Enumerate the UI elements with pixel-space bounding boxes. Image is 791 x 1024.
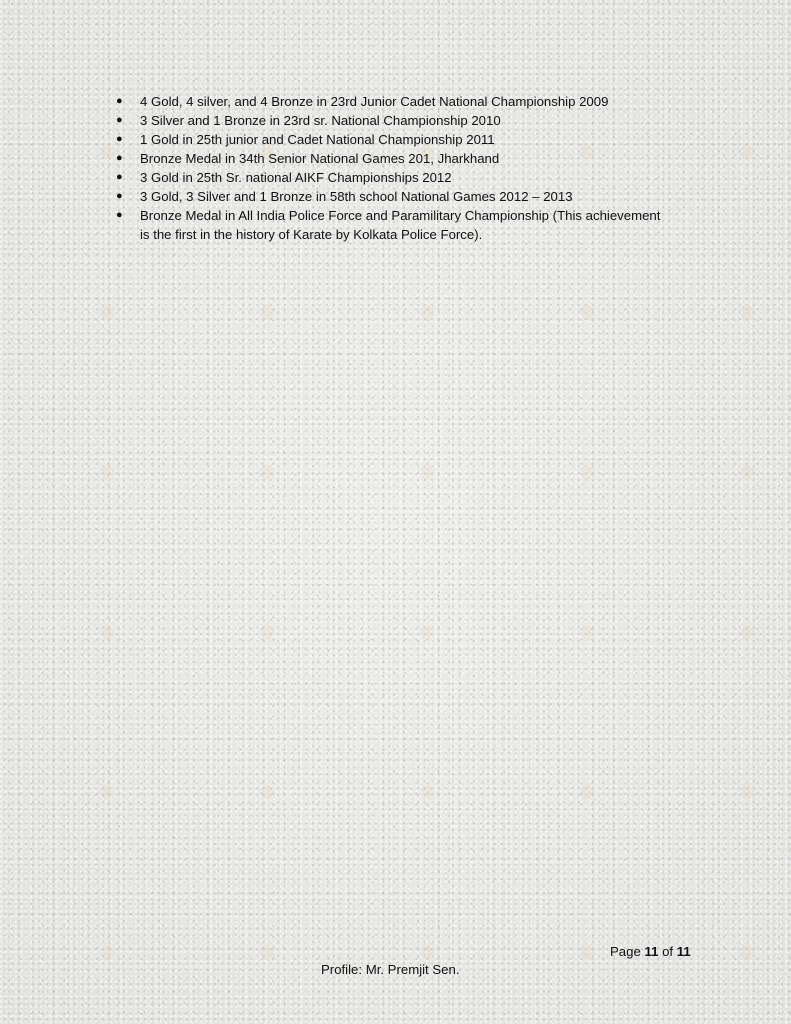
achievements-list	[112, 92, 672, 244]
page-number	[610, 944, 691, 959]
watermark-mark	[100, 625, 114, 639]
bullet-icon: ●	[116, 171, 123, 183]
achievement-text: 4 Gold, 4 silver, and 4 Bronze in 23rd Junior Cadet National Championship 2009	[140, 94, 609, 109]
bullet-icon: ●	[116, 152, 123, 164]
achievement-text: Bronze Medal in All India Police Force and Paramilitary Championship (This achievement is the first in the history of Karate by Kolkata Police Force).	[140, 208, 661, 242]
watermark-mark	[740, 145, 754, 159]
achievement-item	[112, 206, 672, 244]
watermark-mark	[100, 785, 114, 799]
bullet-icon: ●	[116, 133, 123, 145]
watermark-mark	[740, 305, 754, 319]
watermark-mark	[740, 945, 754, 959]
watermark-mark	[100, 945, 114, 959]
watermark-mark	[580, 945, 594, 959]
achievement-text: 1 Gold in 25th junior and Cadet National Championship 2011	[140, 132, 495, 147]
bullet-icon: ●	[116, 95, 123, 107]
page-prefix: Page	[610, 944, 645, 959]
watermark-mark	[580, 465, 594, 479]
watermark-mark	[580, 305, 594, 319]
watermark-mark	[260, 465, 274, 479]
watermark-mark	[420, 625, 434, 639]
watermark-mark	[100, 305, 114, 319]
watermark-mark	[420, 785, 434, 799]
watermark-mark	[740, 785, 754, 799]
bullet-icon: ●	[116, 190, 123, 202]
watermark-mark	[100, 465, 114, 479]
watermark-mark	[580, 625, 594, 639]
page-current: 11	[644, 944, 659, 959]
achievement-text: 3 Gold in 25th Sr. national AIKF Championships 2012	[140, 170, 452, 185]
watermark-mark	[740, 625, 754, 639]
page-total: 11	[676, 944, 691, 959]
achievement-item	[112, 168, 672, 187]
bullet-icon: ●	[116, 209, 123, 221]
achievement-text: Bronze Medal in 34th Senior National Games 201, Jharkhand	[140, 151, 500, 166]
achievement-item	[112, 111, 672, 130]
watermark-mark	[740, 465, 754, 479]
watermark-mark	[260, 785, 274, 799]
achievement-item	[112, 130, 672, 149]
achievement-item	[112, 92, 672, 111]
watermark-mark	[260, 945, 274, 959]
watermark-mark	[420, 945, 434, 959]
watermark-mark	[420, 465, 434, 479]
page-of: of	[658, 944, 677, 959]
watermark-mark	[420, 305, 434, 319]
achievement-text: 3 Silver and 1 Bronze in 23rd sr. National Championship 2010	[140, 113, 501, 128]
achievement-item	[112, 187, 672, 206]
bullet-icon: ●	[116, 114, 123, 126]
watermark-mark	[260, 305, 274, 319]
watermark-mark	[580, 785, 594, 799]
achievement-text: 3 Gold, 3 Silver and 1 Bronze in 58th school National Games 2012 – 2013	[140, 189, 573, 204]
achievement-item	[112, 149, 672, 168]
watermark-mark	[260, 625, 274, 639]
footer-profile: Profile: Mr. Premjit Sen.	[321, 962, 460, 977]
